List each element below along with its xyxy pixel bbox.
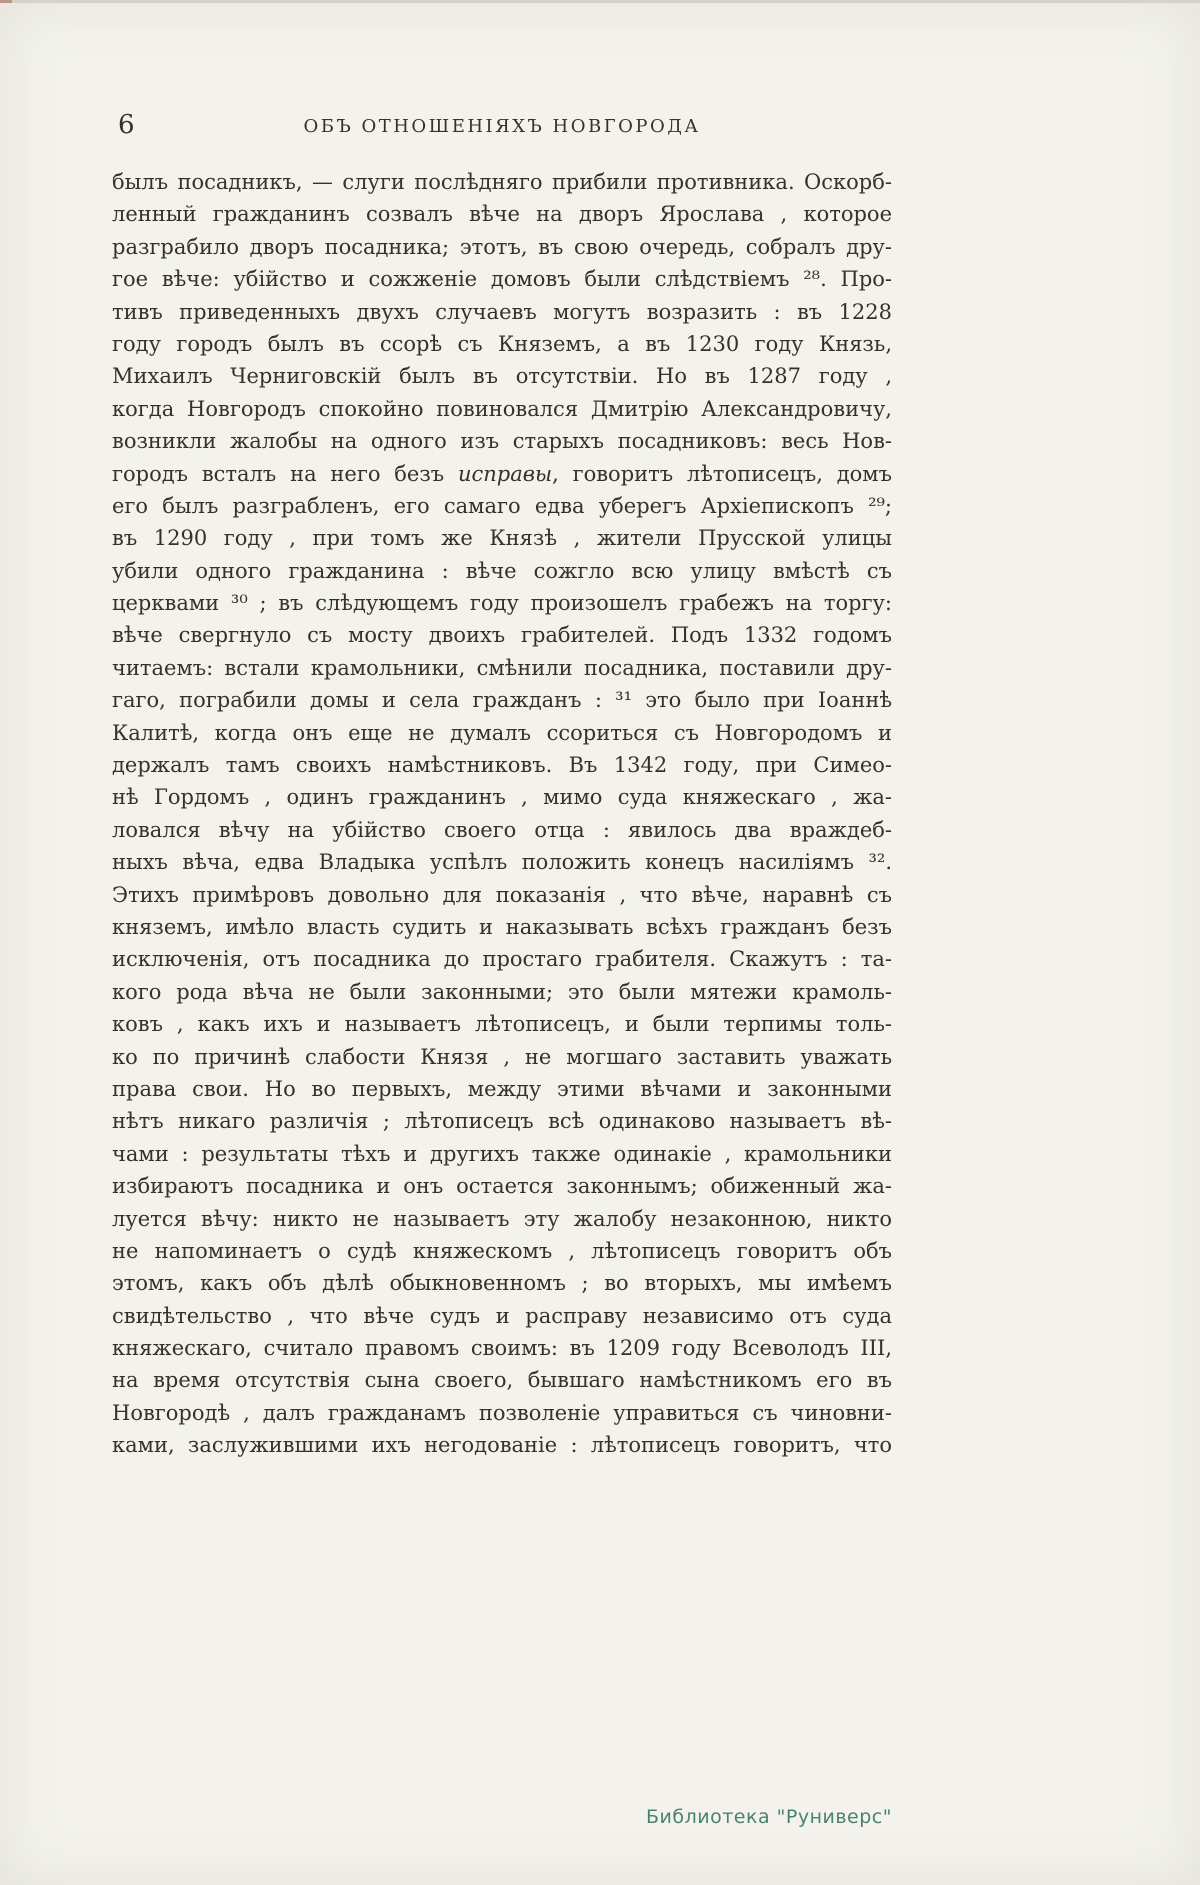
text-line: возникли жалобы на одного изъ старыхъ посадниковъ: весь Нов- (112, 429, 892, 454)
text-line: въ 1290 году , при томъ же Князѣ , жители Прусской улицы (112, 526, 892, 551)
text-line: на время отсутствія сына своего, бывшаго намѣстникомъ его въ (112, 1368, 892, 1393)
text-line: ками, заслужившими ихъ негодованіе : лѣтописецъ говоритъ, что (112, 1433, 892, 1458)
text-line: Михаилъ Черниговскій былъ въ отсутствіи. Но въ 1287 году , (112, 364, 892, 389)
text-line: Калитѣ, когда онъ еще не думалъ ссориться съ Новгородомъ и (112, 720, 892, 745)
text-line: ленный гражданинъ созвалъ вѣче на дворъ Ярослава , которое (112, 202, 892, 227)
text-line: нѣтъ никаго различія ; лѣтописецъ всѣ одинаково называетъ вѣ- (112, 1109, 892, 1134)
body-text (112, 166, 892, 1462)
text-line: году городъ былъ въ ссорѣ съ Княземъ, а въ 1230 году Князь, (112, 331, 892, 356)
page-number: 6 (118, 110, 135, 140)
page-footer (112, 1806, 892, 1828)
text-line: луется вѣчу: никто не называетъ эту жалобу незаконною, никто (112, 1206, 892, 1231)
text-line: исключенія, отъ посадника до простаго грабителя. Скажутъ : та- (112, 947, 892, 972)
text-line: княжескаго, считало правомъ своимъ: въ 1209 году Всеволодъ III, (112, 1336, 892, 1361)
running-header: ОБЪ ОТНОШЕНІЯХЪ НОВГОРОДА (303, 116, 701, 137)
text-line: Этихъ примѣровъ довольно для показанія , что вѣче, наравнѣ съ (112, 882, 892, 907)
text-line: нѣ Гордомъ , одинъ гражданинъ , мимо суда княжескаго , жа- (112, 785, 892, 810)
text-line: церквами ³⁰ ; въ слѣдующемъ году произошелъ грабежъ на торгу: (112, 591, 892, 616)
text-line: чами : результаты тѣхъ и другихъ также одинакіе , крамольники (112, 1141, 892, 1166)
text-line: кого рода вѣча не были законными; это были мятежи крамоль- (112, 979, 892, 1004)
library-watermark: Библиотека "Руниверс" (646, 1806, 892, 1828)
text-line: княземъ, имѣло власть судить и наказывать всѣхъ гражданъ безъ (112, 914, 892, 939)
text-line: свидѣтельство , что вѣче судъ и расправу независимо отъ суда (112, 1303, 892, 1328)
scan-edge-artifact (0, 0, 1200, 3)
text-line: гаго, пограбили домы и села гражданъ : ³¹ это было при Іоаннѣ (112, 688, 892, 713)
text-line: убили одного гражданина : вѣче сожгло всю улицу вмѣстѣ съ (112, 558, 892, 583)
text-line: былъ посадникъ, — слуги послѣдняго прибили противника. Оскорб- (112, 170, 892, 194)
text-line: тивъ приведенныхъ двухъ случаевъ могутъ возразить : въ 1228 (112, 299, 892, 324)
text-line: ловался вѣчу на убійство своего отца : явилось два враждеб- (112, 817, 892, 842)
text-line: права свои. Но во первыхъ, между этими вѣчами и законными (112, 1076, 892, 1101)
page-header (112, 112, 892, 146)
text-line: вѣче свергнуло съ мосту двоихъ грабителей. Подъ 1332 годомъ (112, 623, 892, 648)
text-line: читаемъ: встали крамольники, смѣнили посадника, поставили дру- (112, 655, 892, 680)
text-line: разграбило дворъ посадника; этотъ, въ свою очередь, собралъ дру- (112, 234, 892, 259)
text-line: держалъ тамъ своихъ намѣстниковъ. Въ 1342 году, при Симео- (112, 753, 892, 778)
text-line: городъ всталъ на него безъ исправы, говоритъ лѣтописецъ, домъ (112, 461, 892, 486)
text-line: ко по причинѣ слабости Князя , не могшаго заставить уважать (112, 1044, 892, 1069)
text-line: когда Новгородъ спокойно повиновался Дмитрію Александровичу, (112, 396, 892, 421)
text-line: ковъ , какъ ихъ и называетъ лѣтописецъ, и были терпимы толь- (112, 1012, 892, 1037)
text-line: избираютъ посадника и онъ остается законнымъ; обиженный жа- (112, 1174, 892, 1199)
text-line: не напоминаетъ о судѣ княжескомъ , лѣтописецъ говоритъ объ (112, 1238, 892, 1263)
text-line: его былъ разграбленъ, его самаго едва уберегъ Архіепископъ ²⁹; (112, 493, 892, 518)
text-line: Новгородѣ , далъ гражданамъ позволеніе управиться съ чиновни- (112, 1400, 892, 1425)
text-line: гое вѣче: убійство и сожженіе домовъ были слѣдствіемъ ²⁸. Про- (112, 267, 892, 292)
text-line: ныхъ вѣча, едва Владыка успѣлъ положить конецъ насиліямъ ³². (112, 850, 892, 875)
text-line: этомъ, какъ объ дѣлѣ обыкновенномъ ; во вторыхъ, мы имѣемъ (112, 1271, 892, 1296)
